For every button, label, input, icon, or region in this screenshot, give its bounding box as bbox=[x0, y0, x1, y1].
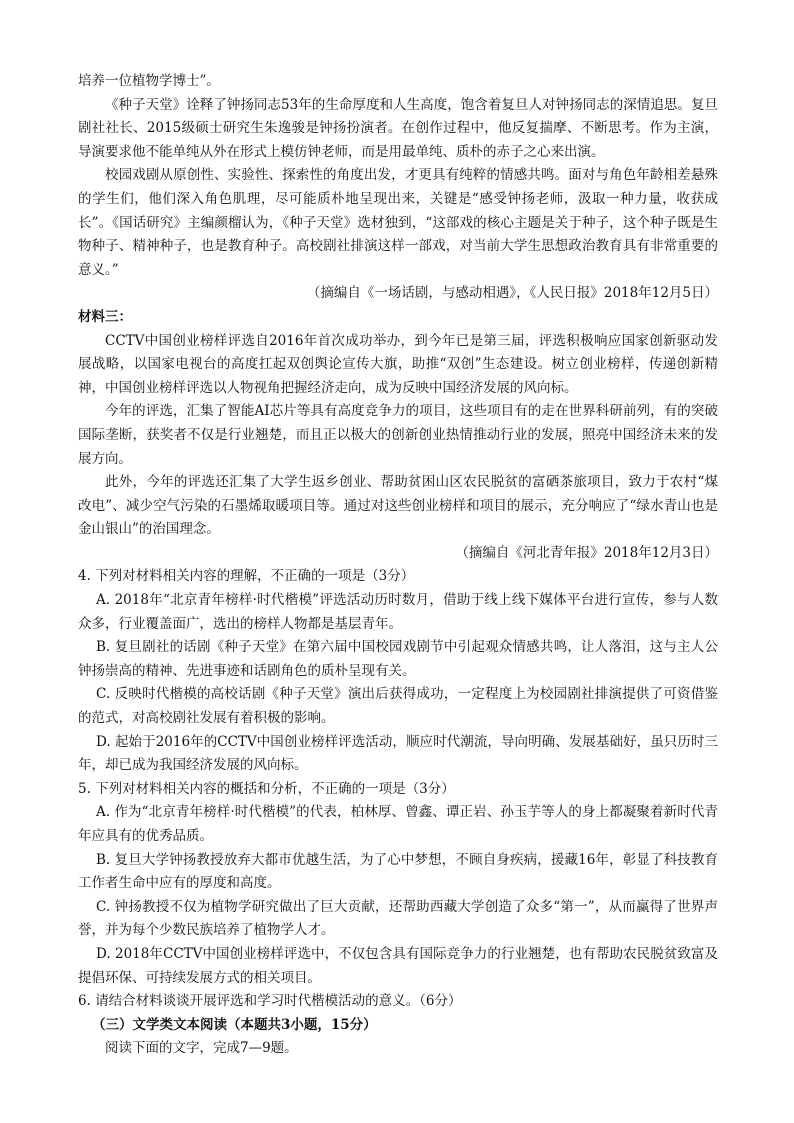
question-5-option-b: B. 复旦大学钟扬教授放弃大都市优越生活，为了心中梦想，不顾自身疾病，援藏16年，彰显了科技教育工作者生命中应有的厚度和高度。 bbox=[78, 851, 718, 892]
question-5-option-a: A. 作为“北京青年榜样·时代楷模”的代表，柏林厚、曾鑫、谭正岩、孙玉芋等人的身上都凝聚着新时代青年应具有的优秀品质。 bbox=[78, 804, 718, 844]
material2-source: （摘编自《一场话剧，与感动相遇》，《人民日报》2018年12月5日） bbox=[306, 285, 718, 302]
material3-paragraph-1: CCTV中国创业榜样评选自2016年首次成功举办，到今年已是第三届，评选积极响应国家创新驱动发展战略，以国家电视台的高度扛起双创舆论宣传大旗，助推“双创”生态建设。树立创业榜样，传递创新精神，中国创业榜样评选以人物视角把握经济走向，成为反映中国经济发展的风向标。 bbox=[78, 332, 718, 396]
continuation-line: 培养一位植物学博士”。 bbox=[78, 73, 220, 89]
material3-paragraph-2: 今年的评选，汇集了智能AI芯片等具有高度竞争力的项目，这些项目有的走在世界科研前列，有的突破国际垄断，获奖者不仅是行业翘楚，而且正以极大的创新创业热情推动行业的发展，照亮中国经济未来的发展方向。 bbox=[78, 403, 718, 467]
question-5-stem: 5. 下列对材料相关内容的概括和分析，不正确的一项是（3分） bbox=[78, 780, 455, 797]
document-page bbox=[78, 70, 718, 1061]
material3-source: （摘编自《河北青年报》2018年12月3日） bbox=[455, 544, 718, 561]
question-4-option-b: B. 复旦剧社的话剧《种子天堂》在第六届中国校园戏剧节中引起观众情感共鸣，让人落泪，这与主人公钟扬崇高的精神、先进事迹和话剧角色的质朴呈现有关。 bbox=[78, 639, 718, 679]
question-4-option-a: A. 2018年“北京青年榜样·时代楷模”评选活动历时数月，借助于线上线下媒体平台进行宣传，参与人数众多，行业覆盖面广，选出的榜样人物都是基层青年。 bbox=[78, 592, 718, 632]
section-3-instruction: 阅读下面的文字，完成7—9题。 bbox=[105, 1040, 298, 1057]
question-5-option-c: C. 钟扬教授不仅为植物学研究做出了巨大贡献，还帮助西藏大学创造了众多“第一”，从而赢得了世界声誉，并为每个少数民族培养了植物学人才。 bbox=[78, 898, 718, 939]
section-3-title: （三）文学类文本阅读（本题共3小题，15分） bbox=[92, 1016, 377, 1033]
material3-paragraph-3: 此外，今年的评选还汇集了大学生返乡创业、帮助贫困山区农民脱贫的富硒茶旅项目，致力于农村“煤改电”、减少空气污染的石墨烯取暖项目等。通过对这些创业榜样和项目的展示，充分响应了“绿水青山也是金山银山”的治国理念。 bbox=[78, 474, 718, 538]
question-4-stem: 4. 下列对材料相关内容的理解，不正确的一项是（3分） bbox=[78, 568, 415, 585]
material3-label: 材料三： bbox=[78, 308, 132, 325]
question-5-option-d: D. 2018年CCTV中国创业榜样评选中，不仅包含具有国际竞争力的行业翘楚，也有帮助农民脱贫致富及提倡环保、可持续发展方式的相关项目。 bbox=[78, 945, 718, 986]
question-4-option-c: C. 反映时代楷模的高校话剧《种子天堂》演出后获得成功，一定程度上为校园剧社排演提供了可资借鉴的范式，对高校剧社发展有着积极的影响。 bbox=[78, 686, 718, 727]
question-6-stem: 6. 请结合材料谈谈开展评选和学习时代楷模活动的意义。（6分） bbox=[78, 993, 462, 1010]
question-4-option-d: D. 起始于2016年的CCTV中国创业榜样评选活动，顺应时代潮流，导向明确、发展基础好，虽只历时三年，却已成为我国经济发展的风向标。 bbox=[78, 733, 718, 774]
material2-paragraph-1: 《种子天堂》诠释了钟扬同志53年的生命厚度和人生高度，饱含着复旦人对钟扬同志的深情追思。复旦剧社社长、2015级硕士研究生朱逸骏是钟扬扮演者。在创作过程中，他反复揣摩、不断思考。作为主演，导演要求他不能单纯从外在形式上模仿钟老师，而是用最单纯、质朴的赤子之心来出演。 bbox=[78, 96, 718, 160]
material2-paragraph-2: 校园戏剧从原创性、实验性、探索性的角度出发，才更具有纯粹的情感共鸣。面对与角色年龄相差悬殊的学生们，他们深入角色肌理，尽可能质朴地呈现出来，关键是“感受钟扬老师，汲取一种力量，收获成长”。《国话研究》主编颜榴认为，《种子天堂》选材独到，“这部戏的核心主题是关于种子，这个种子既是生物种子、精神种子，也是教育种子。高校剧社排演这样一部戏，对当前大学生思想政治教育具有非常重要的意义。” bbox=[78, 167, 718, 278]
